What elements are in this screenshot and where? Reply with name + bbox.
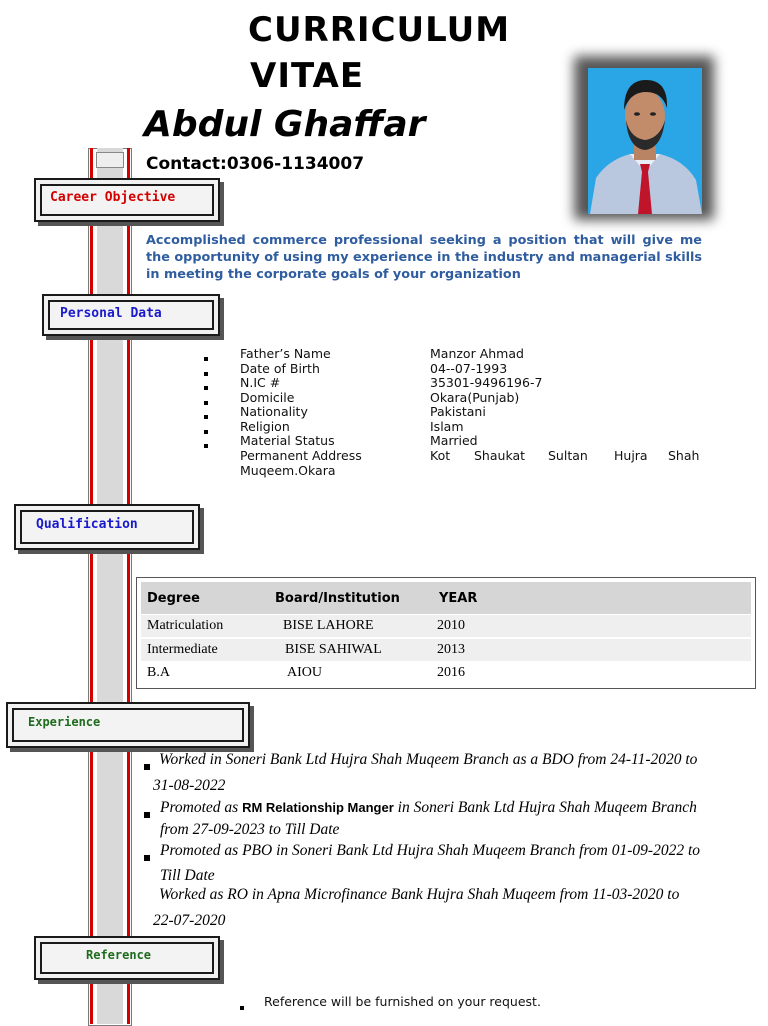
list-item-address xyxy=(204,448,704,478)
table-cell: 2010 xyxy=(437,618,465,633)
table-row xyxy=(141,663,751,684)
table-cell: 2016 xyxy=(437,665,465,680)
personal-label: Father’s Name xyxy=(240,346,331,361)
bullet-icon xyxy=(144,848,150,866)
section-personal-data-label: Personal Data xyxy=(60,306,162,321)
personal-value: Okara(Punjab) xyxy=(430,389,520,405)
profile-photo xyxy=(588,68,702,214)
bullet-icon xyxy=(144,805,150,823)
address-word: Shah xyxy=(668,447,700,463)
section-reference-label: Reference xyxy=(86,948,152,962)
personal-label: Domicile xyxy=(240,389,295,405)
candidate-name: Abdul Ghaffar xyxy=(144,104,426,145)
timeline-center xyxy=(97,148,123,1024)
table-cell: Matriculation xyxy=(147,618,224,633)
personal-label: N.IC # xyxy=(240,375,281,390)
section-experience-label: Experience xyxy=(28,715,101,729)
list-item xyxy=(204,361,704,376)
list-item xyxy=(204,375,704,390)
personal-value: 35301-9496196-7 xyxy=(430,375,543,390)
section-career-objective-label: Career Objective xyxy=(50,190,176,205)
table-cell: B.A xyxy=(147,665,170,680)
timeline-tab xyxy=(96,152,124,168)
objective-text: Accomplished commerce professional seeking a position that will give me the opportunity of using my experience in the industry and managerial skills in meeting the corporate goals of your organization xyxy=(146,233,702,282)
address-line2: Muqeem.Okara xyxy=(240,462,336,478)
experience-text: Promoted as xyxy=(160,799,243,816)
experience-text: 31-08-2022 xyxy=(153,777,226,794)
address-word: Hujra xyxy=(614,447,648,463)
experience-text: Till Date xyxy=(160,867,215,884)
bullet-icon xyxy=(144,757,150,775)
personal-label: Material Status xyxy=(240,433,335,448)
experience-text: from 27-09-2023 to Till Date xyxy=(160,821,340,838)
table-header-degree: Degree xyxy=(147,591,200,606)
address-word: Shaukat xyxy=(474,447,526,463)
personal-value: Islam xyxy=(430,418,464,434)
personal-value: 04--07-1993 xyxy=(430,360,508,376)
bullet-icon xyxy=(240,998,244,1013)
table-cell: BISE LAHORE xyxy=(283,618,374,633)
section-experience xyxy=(6,702,250,748)
table-header-board: Board/Institution xyxy=(275,591,400,606)
experience-text: in Soneri Bank Ltd Hujra Shah Muqeem Branch xyxy=(393,799,697,816)
table-header-row xyxy=(141,582,751,614)
personal-label: Religion xyxy=(240,418,290,434)
address-word: Kot xyxy=(430,447,451,463)
list-item xyxy=(204,404,704,419)
title-line1: CURRICULUM xyxy=(248,10,511,50)
section-reference xyxy=(34,936,220,980)
address-word: Sultan xyxy=(548,447,588,463)
experience-text: Worked in Soneri Bank Ltd Hujra Shah Muqeem Branch as a BDO from 24-11-2020 to xyxy=(159,751,698,768)
list-item xyxy=(204,346,704,361)
qualification-table xyxy=(136,577,756,689)
table-row xyxy=(141,615,751,637)
experience-text: Promoted as PBO in Soneri Bank Ltd Hujra Shah Muqeem Branch from 01-09-2022 to xyxy=(160,842,701,859)
experience-text: 22-07-2020 xyxy=(153,912,226,929)
personal-value: Pakistani xyxy=(430,404,486,419)
table-cell: Intermediate xyxy=(147,642,218,657)
section-personal-data xyxy=(42,294,220,336)
list-item xyxy=(204,419,704,434)
section-qualification xyxy=(14,504,200,550)
table-cell: 2013 xyxy=(437,642,465,657)
experience-role: RM Relationship Manger xyxy=(242,800,394,815)
personal-label: Date of Birth xyxy=(240,360,320,376)
experience-text: Worked as RO in Apna Microfinance Bank Hujra Shah Muqeem from 11-03-2020 to xyxy=(159,886,680,903)
reference-text: Reference will be furnished on your request. xyxy=(264,994,541,1009)
table-row xyxy=(141,639,751,661)
table-header-year: YEAR xyxy=(439,591,478,606)
contact-number: Contact:0306-1134007 xyxy=(146,154,365,174)
personal-value: Manzor Ahmad xyxy=(430,346,524,361)
section-career-objective xyxy=(34,178,220,222)
personal-label: Nationality xyxy=(240,404,308,419)
personal-label: Permanent Address xyxy=(240,447,362,463)
table-cell: BISE SAHIWAL xyxy=(285,642,382,657)
title-line2: VITAE xyxy=(250,56,365,96)
list-item xyxy=(204,433,704,448)
personal-value: Married xyxy=(430,433,478,448)
section-qualification-label: Qualification xyxy=(36,517,138,532)
list-item xyxy=(204,390,704,405)
table-cell: AIOU xyxy=(287,665,322,680)
